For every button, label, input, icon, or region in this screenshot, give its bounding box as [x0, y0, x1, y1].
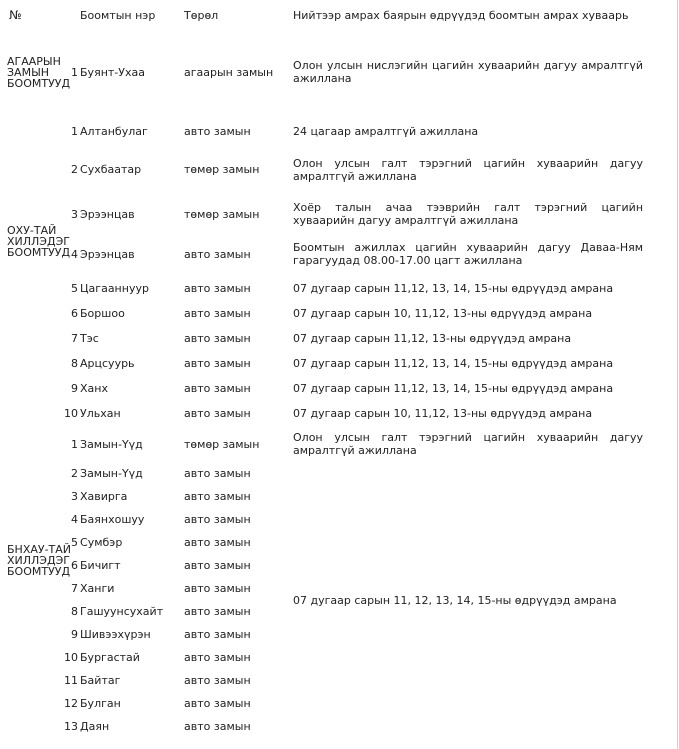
- header-name: Боомтын нэр: [80, 9, 156, 22]
- row-number: 6: [71, 559, 79, 572]
- port-type: авто замын: [184, 582, 251, 595]
- port-name: Бургастай: [80, 651, 140, 664]
- port-type: авто замын: [184, 490, 251, 503]
- row-number: 4: [71, 513, 79, 526]
- port-schedule: Олон улсын нислэгийн цагийн хуваарийн дагуу амралтгүй ажиллана: [293, 59, 644, 85]
- port-name: Баянхошуу: [80, 513, 145, 526]
- port-schedule: 07 дугаар сарын 10, 11,12, 13-ны өдрүүдэд амрана: [293, 307, 593, 320]
- row-number: 9: [71, 382, 79, 395]
- port-name: Бичигт: [80, 559, 121, 572]
- table-row: [0, 144, 679, 195]
- port-type: авто замын: [184, 651, 251, 664]
- table-row: [0, 426, 679, 462]
- port-type: авто замын: [184, 124, 251, 138]
- port-type: авто замын: [184, 357, 251, 370]
- port-schedule: 07 дугаар сарын 10, 11,12, 13-ны өдрүүдэд амрана: [293, 407, 593, 420]
- port-type: авто замын: [184, 674, 251, 687]
- port-schedule: 07 дугаар сарын 11,12, 13, 14, 15-ны өдрүүдэд амрана: [293, 357, 614, 370]
- port-schedule: 24 цагаар амралтгүй ажиллана: [293, 124, 479, 138]
- table-row: [0, 233, 679, 275]
- port-name: Буянт-Ухаа: [80, 65, 145, 79]
- row-number: 5: [71, 281, 79, 295]
- row-number: 3: [71, 490, 79, 503]
- port-name: Ульхан: [80, 407, 121, 420]
- port-type: авто замын: [184, 307, 251, 320]
- port-type: авто замын: [184, 247, 251, 261]
- row-number: 8: [71, 605, 79, 618]
- header-description: Нийтээр амрах баярын өдрүүдэд боомтын амрах хуваарь: [293, 9, 629, 22]
- port-name: Эрээнцав: [80, 247, 135, 261]
- port-name: Цагааннуур: [80, 281, 149, 295]
- row-number: 13: [64, 720, 79, 733]
- group-label-text: БНХАУ-ТАЙ ХИЛЛЭДЭГ БООМТУУД: [7, 543, 72, 578]
- port-name: Сумбэр: [80, 536, 123, 549]
- row-number: 8: [71, 357, 79, 370]
- port-schedule: 07 дугаар сарын 11,12, 13-ны өдрүүдэд амрана: [293, 332, 572, 345]
- row-number: 7: [71, 582, 79, 595]
- port-type: авто замын: [184, 382, 251, 395]
- table-row: [0, 275, 679, 301]
- row-number: 1: [71, 437, 79, 451]
- table-row: [0, 462, 679, 485]
- group-label-russia: [0, 118, 71, 426]
- port-type: авто замын: [184, 559, 251, 572]
- row-number: 9: [71, 628, 79, 641]
- group-label-air: [0, 44, 71, 100]
- port-type: төмөр замын: [184, 437, 260, 451]
- port-type: авто замын: [184, 720, 251, 733]
- table-row: [0, 195, 679, 233]
- page-edge-divider: [677, 0, 678, 749]
- table-row: [0, 376, 679, 401]
- table-row: [0, 44, 679, 100]
- port-name: Сухбаатар: [80, 163, 142, 176]
- table-row: [0, 301, 679, 326]
- row-number: 10: [64, 407, 79, 420]
- port-schedule-merged: 07 дугаар сарын 11, 12, 13, 14, 15-ны өдрүүдэд амрана: [293, 593, 617, 607]
- row-number: 4: [71, 247, 79, 261]
- port-type: авто замын: [184, 332, 251, 345]
- port-type: агаарын замын: [184, 65, 274, 79]
- table-row: [0, 118, 679, 144]
- port-schedule: 07 дугаар сарын 11,12, 13, 14, 15-ны өдрүүдэд амрана: [293, 281, 614, 295]
- port-name: Булган: [80, 697, 121, 710]
- row-number: 6: [71, 307, 79, 320]
- row-number: 7: [71, 332, 79, 345]
- row-number: 1: [71, 124, 79, 138]
- port-type: авто замын: [184, 697, 251, 710]
- port-schedule: Олон улсын галт тэрэгний цагийн хуваарийн дагуу амралтгүй ажиллана: [293, 431, 644, 457]
- port-type: төмөр замын: [184, 207, 260, 221]
- port-schedule: Олон улсын галт тэрэгний цагийн хуваарийн дагуу амралтгүй ажиллана: [293, 156, 644, 183]
- row-number: 11: [64, 674, 79, 687]
- group-label-text: АГААРЫН ЗАМЫН БООМТУУД: [7, 54, 71, 90]
- table-row: [0, 326, 679, 351]
- port-name: Замын-Үүд: [80, 437, 143, 451]
- port-name: Байтаг: [80, 674, 121, 687]
- row-number: 3: [71, 207, 79, 221]
- port-schedule: Хоёр талын ачаа тээврийн галт тэрэгний цагийн хуваарийн дагуу амралтгүй ажиллана: [293, 201, 644, 227]
- port-type: авто замын: [184, 281, 251, 295]
- port-name: Хавирга: [80, 490, 128, 503]
- table-row: [0, 401, 679, 426]
- port-schedule: Боомтын ажиллах цагийн хуваарийн дагуу Даваа-Ням гарагуудад 08.00-17.00 цагт ажиллана: [293, 241, 644, 267]
- port-schedule: 07 дугаар сарын 11,12, 13, 14, 15-ны өдрүүдэд амрана: [293, 382, 614, 395]
- port-type: авто замын: [184, 605, 251, 618]
- port-name: Замын-Үүд: [80, 467, 143, 480]
- port-type: авто замын: [184, 628, 251, 641]
- port-name: Ханги: [80, 582, 115, 595]
- row-number: 10: [64, 651, 79, 664]
- port-name: Алтанбулаг: [80, 124, 148, 138]
- port-type: төмөр замын: [184, 163, 260, 176]
- port-type: авто замын: [184, 513, 251, 526]
- port-type: авто замын: [184, 536, 251, 549]
- row-number: 2: [71, 467, 79, 480]
- group-label-text: ОХУ-ТАЙ ХИЛЛЭДЭГ БООМТУУД: [7, 224, 71, 259]
- port-name: Гашуунсухайт: [80, 605, 164, 618]
- row-number: 5: [71, 536, 79, 549]
- port-name: Эрээнцав: [80, 207, 135, 221]
- port-name: Боршоо: [80, 307, 125, 320]
- header-type: Төрөл: [184, 9, 219, 22]
- port-type: авто замын: [184, 407, 251, 420]
- row-number: 2: [71, 163, 79, 176]
- port-name: Тэс: [80, 332, 99, 345]
- port-name: Шивээхүрэн: [80, 628, 151, 641]
- port-type: авто замын: [184, 467, 251, 480]
- row-number: 12: [64, 697, 79, 710]
- port-name: Даян: [80, 720, 110, 733]
- port-name: Ханх: [80, 382, 108, 395]
- spacer-row: [0, 100, 679, 118]
- port-name: Арцсуурь: [80, 357, 135, 370]
- table-row: [0, 351, 679, 376]
- header-number: №: [9, 8, 22, 22]
- row-number: 1: [71, 65, 79, 79]
- table-header-row: [0, 0, 679, 44]
